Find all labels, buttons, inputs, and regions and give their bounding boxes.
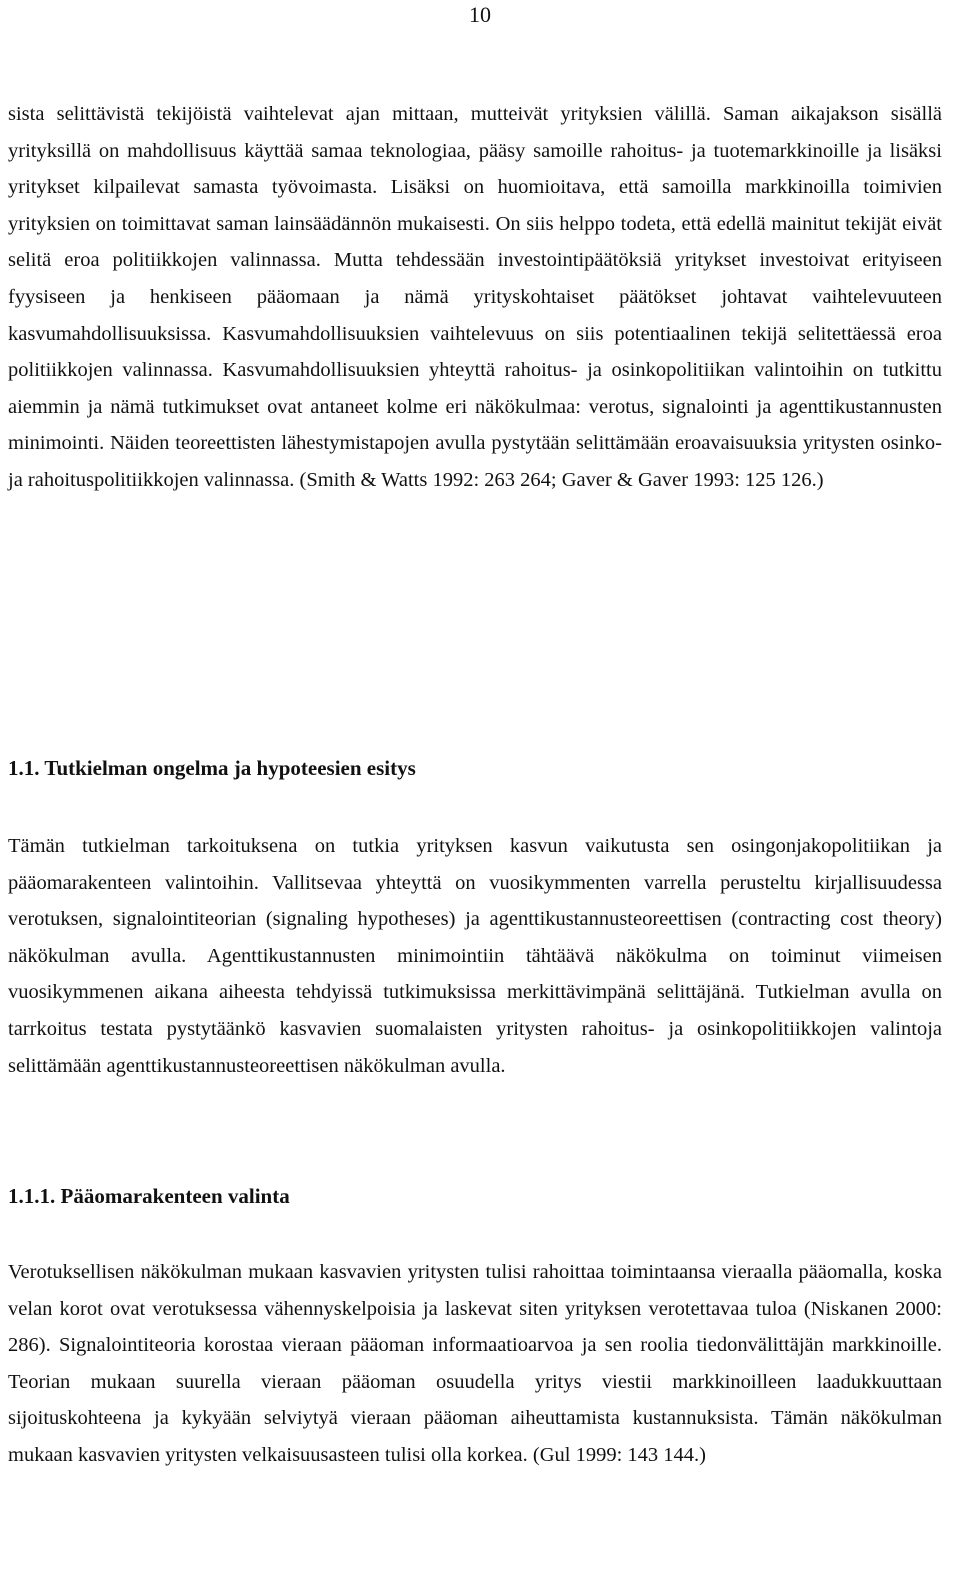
subsection-heading: 1.1.1. Pääomarakenteen valinta xyxy=(8,1184,290,1208)
heading-section-block xyxy=(8,750,942,786)
paragraph-tax-block xyxy=(8,1254,942,1474)
paragraph-aim: Tämän tutkielman tarkoituksena on tutkia yrityksen kasvun vaikutusta sen osingonjakopolitiikan ja pääomarakenteen valintoihin. Vallitsevaa yhteyttä on vuosikymmenten varrella perusteltu kirjallisuudessa verotuksen, signalointiteorian (signaling hypotheses) ja agenttikustannusteoreettisen (contracting cost theory) näkökulman avulla. Agenttikustannusten minimointiin tähtäävä näkökulma on toiminut viimeisen vuosikymmenen aikana aiheesta tehdyissä tutkimuksissa merkittävimpänä selittäjänä. Tutkielman avulla on tarrkoitus testata pystytäänkö kasvavien suomalaisten yritysten rahoitus- ja osinkopolitiikkojen valintoja selittämään agenttikustannusteoreettisen näkökulman avulla. xyxy=(8,835,942,1077)
section-heading: 1.1. Tutkielman ongelma ja hypoteesien esitys xyxy=(8,756,416,780)
paragraph-intro: sista selittävistä tekijöistä vaihtelevat ajan mittaan, mutteivät yrityksien välillä. Saman aikajakson sisällä yrityksillä on mahdollisuus käyttää samaa teknologiaa, pääsy samoille rahoitus- ja tuotemarkkinoille ja lisäksi yritykset kilpailevat samasta työvoimasta. Lisäksi on huomioitava, että samoilla markkinoilla toimivien yrityksien on toimittavat saman lainsäädännön mukaisesti. On siis helppo todeta, että edellä mainitut tekijät eivät selitä eroa politiikkojen valinnassa. Mutta tehdessään investointipäätöksiä yritykset investoivat erityiseen fyysiseen ja henkiseen pääomaan ja nämä yrityskohtaiset päätökset johtavat vaihtelevuuteen kasvumahdollisuuksissa. Kasvumahdollisuuksien vaihtelevuus on siis potentiaalinen tekijä selitettäessä eroa politiikkojen valinnassa. Kasvumahdollisuuksien yhteyttä rahoitus- ja osinkopolitiikan valintoihin on tutkittu aiemmin ja nämä tutkimukset ovat antaneet kolme eri näkökulmaa: verotus, signalointi ja agenttikustannusten minimointi. Näiden teoreettisten lähestymistapojen avulla pystytään selittämään eroavaisuuksia yritysten osinko- ja rahoituspolitiikkojen valinnassa. (Smith & Watts 1992: 263 264; Gaver & Gaver 1993: 125 126.) xyxy=(8,103,942,491)
paragraph-tax: Verotuksellisen näkökulman mukaan kasvavien yritysten tulisi rahoittaa toimintaansa vieraalla pääomalla, koska velan korot ovat verotuksessa vähennyskelpoisia ja laskevat siten yrityksen verotettavaa tuloa (Niskanen 2000: 286). Signalointiteoria korostaa vieraan pääoman informaatioarvoa ja sen roolia tiedonvälittäjän markkinoille. Teorian mukaan suurella vieraan pääoman osuudella yritys viestii markkinoilleen laadukkuuttaan sijoituskohteena ja kykyään selviytyä vieraan pääoman aiheuttamista kustannuksista. Tämän näkökulman mukaan kasvavien yritysten velkaisuusasteen tulisi olla korkea. (Gul 1999: 143 144.) xyxy=(8,1261,942,1466)
page-number: 10 xyxy=(469,2,491,27)
paragraph-aim-block xyxy=(8,828,942,1084)
paragraph-intro-block xyxy=(8,96,942,499)
heading-subsection-block xyxy=(8,1178,942,1214)
